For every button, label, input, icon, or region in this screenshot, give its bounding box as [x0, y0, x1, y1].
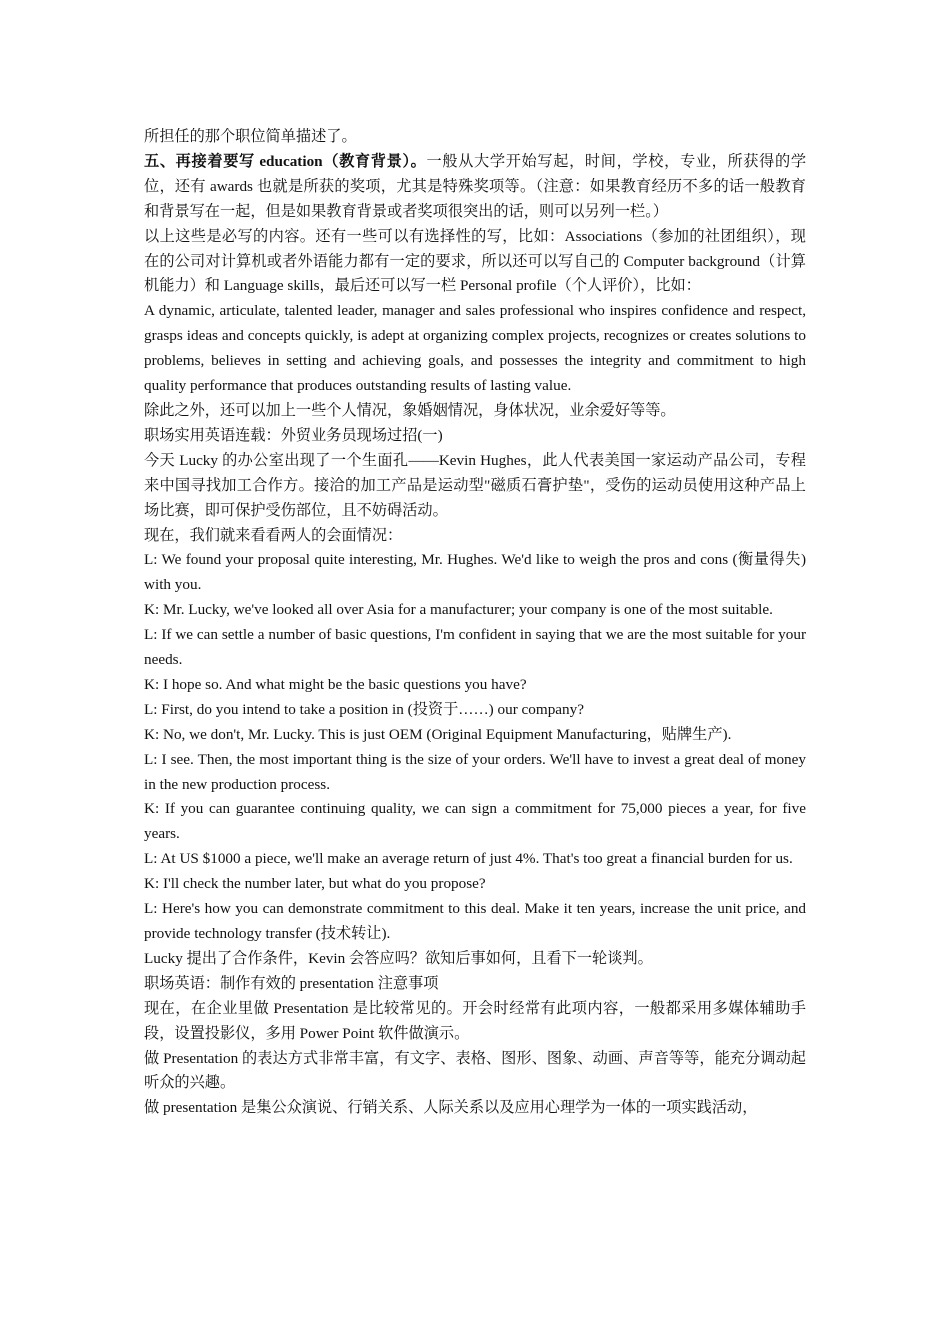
paragraph: [144, 449, 806, 524]
dialogue-line: [144, 847, 806, 872]
paragraph-text: K: I hope so. And what might be the basic questions you have?: [144, 675, 527, 693]
paragraph: [144, 524, 806, 549]
paragraph-text: L: At US $1000 a piece, we'll make an average return of just 4%. That's too great a financial burden for us.: [144, 850, 793, 868]
paragraph: [144, 997, 806, 1047]
dialogue-line: [144, 698, 806, 723]
section-title: [144, 972, 806, 997]
section-title: [144, 424, 806, 449]
paragraph-text: K: Mr. Lucky, we've looked all over Asia for a manufacturer; your company is one of the most suitable.: [144, 601, 773, 619]
paragraph-text: 今天 Lucky 的办公室出现了一个生面孔——Kevin Hughes，此人代表美国一家运动产品公司，专程来中国寻找加工合作方。接洽的加工产品是运动型"磁质石膏护垫"，受伤的运动员使用这种产品上场比赛，即可保护受伤部位，且不妨碍活动。: [144, 451, 806, 519]
paragraph-text: K: If you can guarantee continuing quality, we can sign a commitment for 75,000 pieces a year, for five years.: [144, 800, 806, 843]
paragraph-text: L: First, do you intend to take a position in (投资于……) our company?: [144, 700, 584, 718]
paragraph-text: 职场实用英语连载：外贸业务员现场过招(一): [144, 426, 443, 444]
paragraph-text: 除此之外，还可以加上一些个人情况，象婚姻情况，身体状况，业余爱好等等。: [144, 401, 676, 419]
paragraph: [144, 1047, 806, 1097]
paragraph-text: 做 presentation 是集公众演说、行销关系、人际关系以及应用心理学为一体的一项实践活动，: [144, 1099, 758, 1117]
dialogue-line: [144, 748, 806, 798]
dialogue-line: [144, 548, 806, 598]
document-body: [144, 125, 806, 1121]
dialogue-line: [144, 897, 806, 947]
paragraph: [144, 225, 806, 300]
dialogue-line: [144, 723, 806, 748]
paragraph: [144, 1096, 806, 1121]
paragraph-text: K: I'll check the number later, but what do you propose?: [144, 875, 486, 893]
paragraph-text: 做 Presentation 的表达方式非常丰富，有文字、表格、图形、图象、动画、声音等等，能充分调动起听众的兴趣。: [144, 1049, 806, 1092]
paragraph-text: L: If we can settle a number of basic questions, I'm confident in saying that we are the most suitable for your needs.: [144, 626, 806, 669]
section-heading: 五、再接着要写 education（教育背景）。: [144, 152, 427, 170]
paragraph-text: 所担任的那个职位简单描述了。: [144, 128, 357, 145]
paragraph-text: Lucky 提出了合作条件，Kevin 会答应吗？欲知后事如何，且看下一轮谈判。: [144, 949, 653, 967]
paragraph-text: K: No, we don't, Mr. Lucky. This is just OEM (Original Equipment Manufacturing，贴牌生产).: [144, 725, 732, 743]
paragraph-text: L: I see. Then, the most important thing is the size of your orders. We'll have to invest a great deal of money in the new production process.: [144, 750, 806, 793]
paragraph-text: 职场英语：制作有效的 presentation 注意事项: [144, 974, 439, 992]
paragraph-text: 现在，在企业里做 Presentation 是比较常见的。开会时经常有此项内容，一般都采用多媒体辅助手段，设置投影仪，多用 Power Point 软件做演示。: [144, 999, 806, 1042]
paragraph-education-heading: [144, 150, 806, 225]
dialogue-line: [144, 623, 806, 673]
paragraph-profile-example: [144, 299, 806, 399]
dialogue-line: [144, 872, 806, 897]
dialogue-line: [144, 598, 806, 623]
paragraph: [144, 399, 806, 424]
paragraph: [144, 125, 806, 150]
paragraph-text: L: We found your proposal quite interesting, Mr. Hughes. We'd like to weigh the pros and cons (衡量得失) with you.: [144, 551, 806, 594]
paragraph-text: 以上这些是必写的内容。还有一些可以有选择性的写，比如：Associations（参加的社团组织），现在的公司对计算机或者外语能力都有一定的要求，所以还可以写自己的 Computer background（计算机能力）和 Language skills，最后还可以写一栏 Personal profile（个人评价），比如：: [144, 227, 806, 295]
paragraph-text: 一般从大学开始写起，时间，学校，专业，所获得的学位，还有 awards 也就是所获的奖项，尤其是特殊奖项等。（注意：如果教育经历不多的话一般教育和背景写在一起，但是如果教育背景或者奖项很突出的话，则可以另列一栏。）: [144, 152, 807, 220]
dialogue-line: [144, 673, 806, 698]
paragraph-text: A dynamic, articulate, talented leader, manager and sales professional who inspires confidence and respect, grasps ideas and concepts quickly, is adept at organizing complex projects, recognizes or creates solutions to problems, believes in setting and achieving goals, and possesses the integrity and commitment to high quality performance that produces outstanding results of lasting value.: [144, 302, 806, 395]
paragraph-text: L: Here's how you can demonstrate commitment to this deal. Make it ten years, increase the unit price, and provide technology transfer (技术转让).: [144, 900, 806, 942]
paragraph-text: 现在，我们就来看看两人的会面情况：: [144, 526, 403, 544]
dialogue-line: [144, 797, 806, 847]
paragraph: [144, 947, 806, 972]
